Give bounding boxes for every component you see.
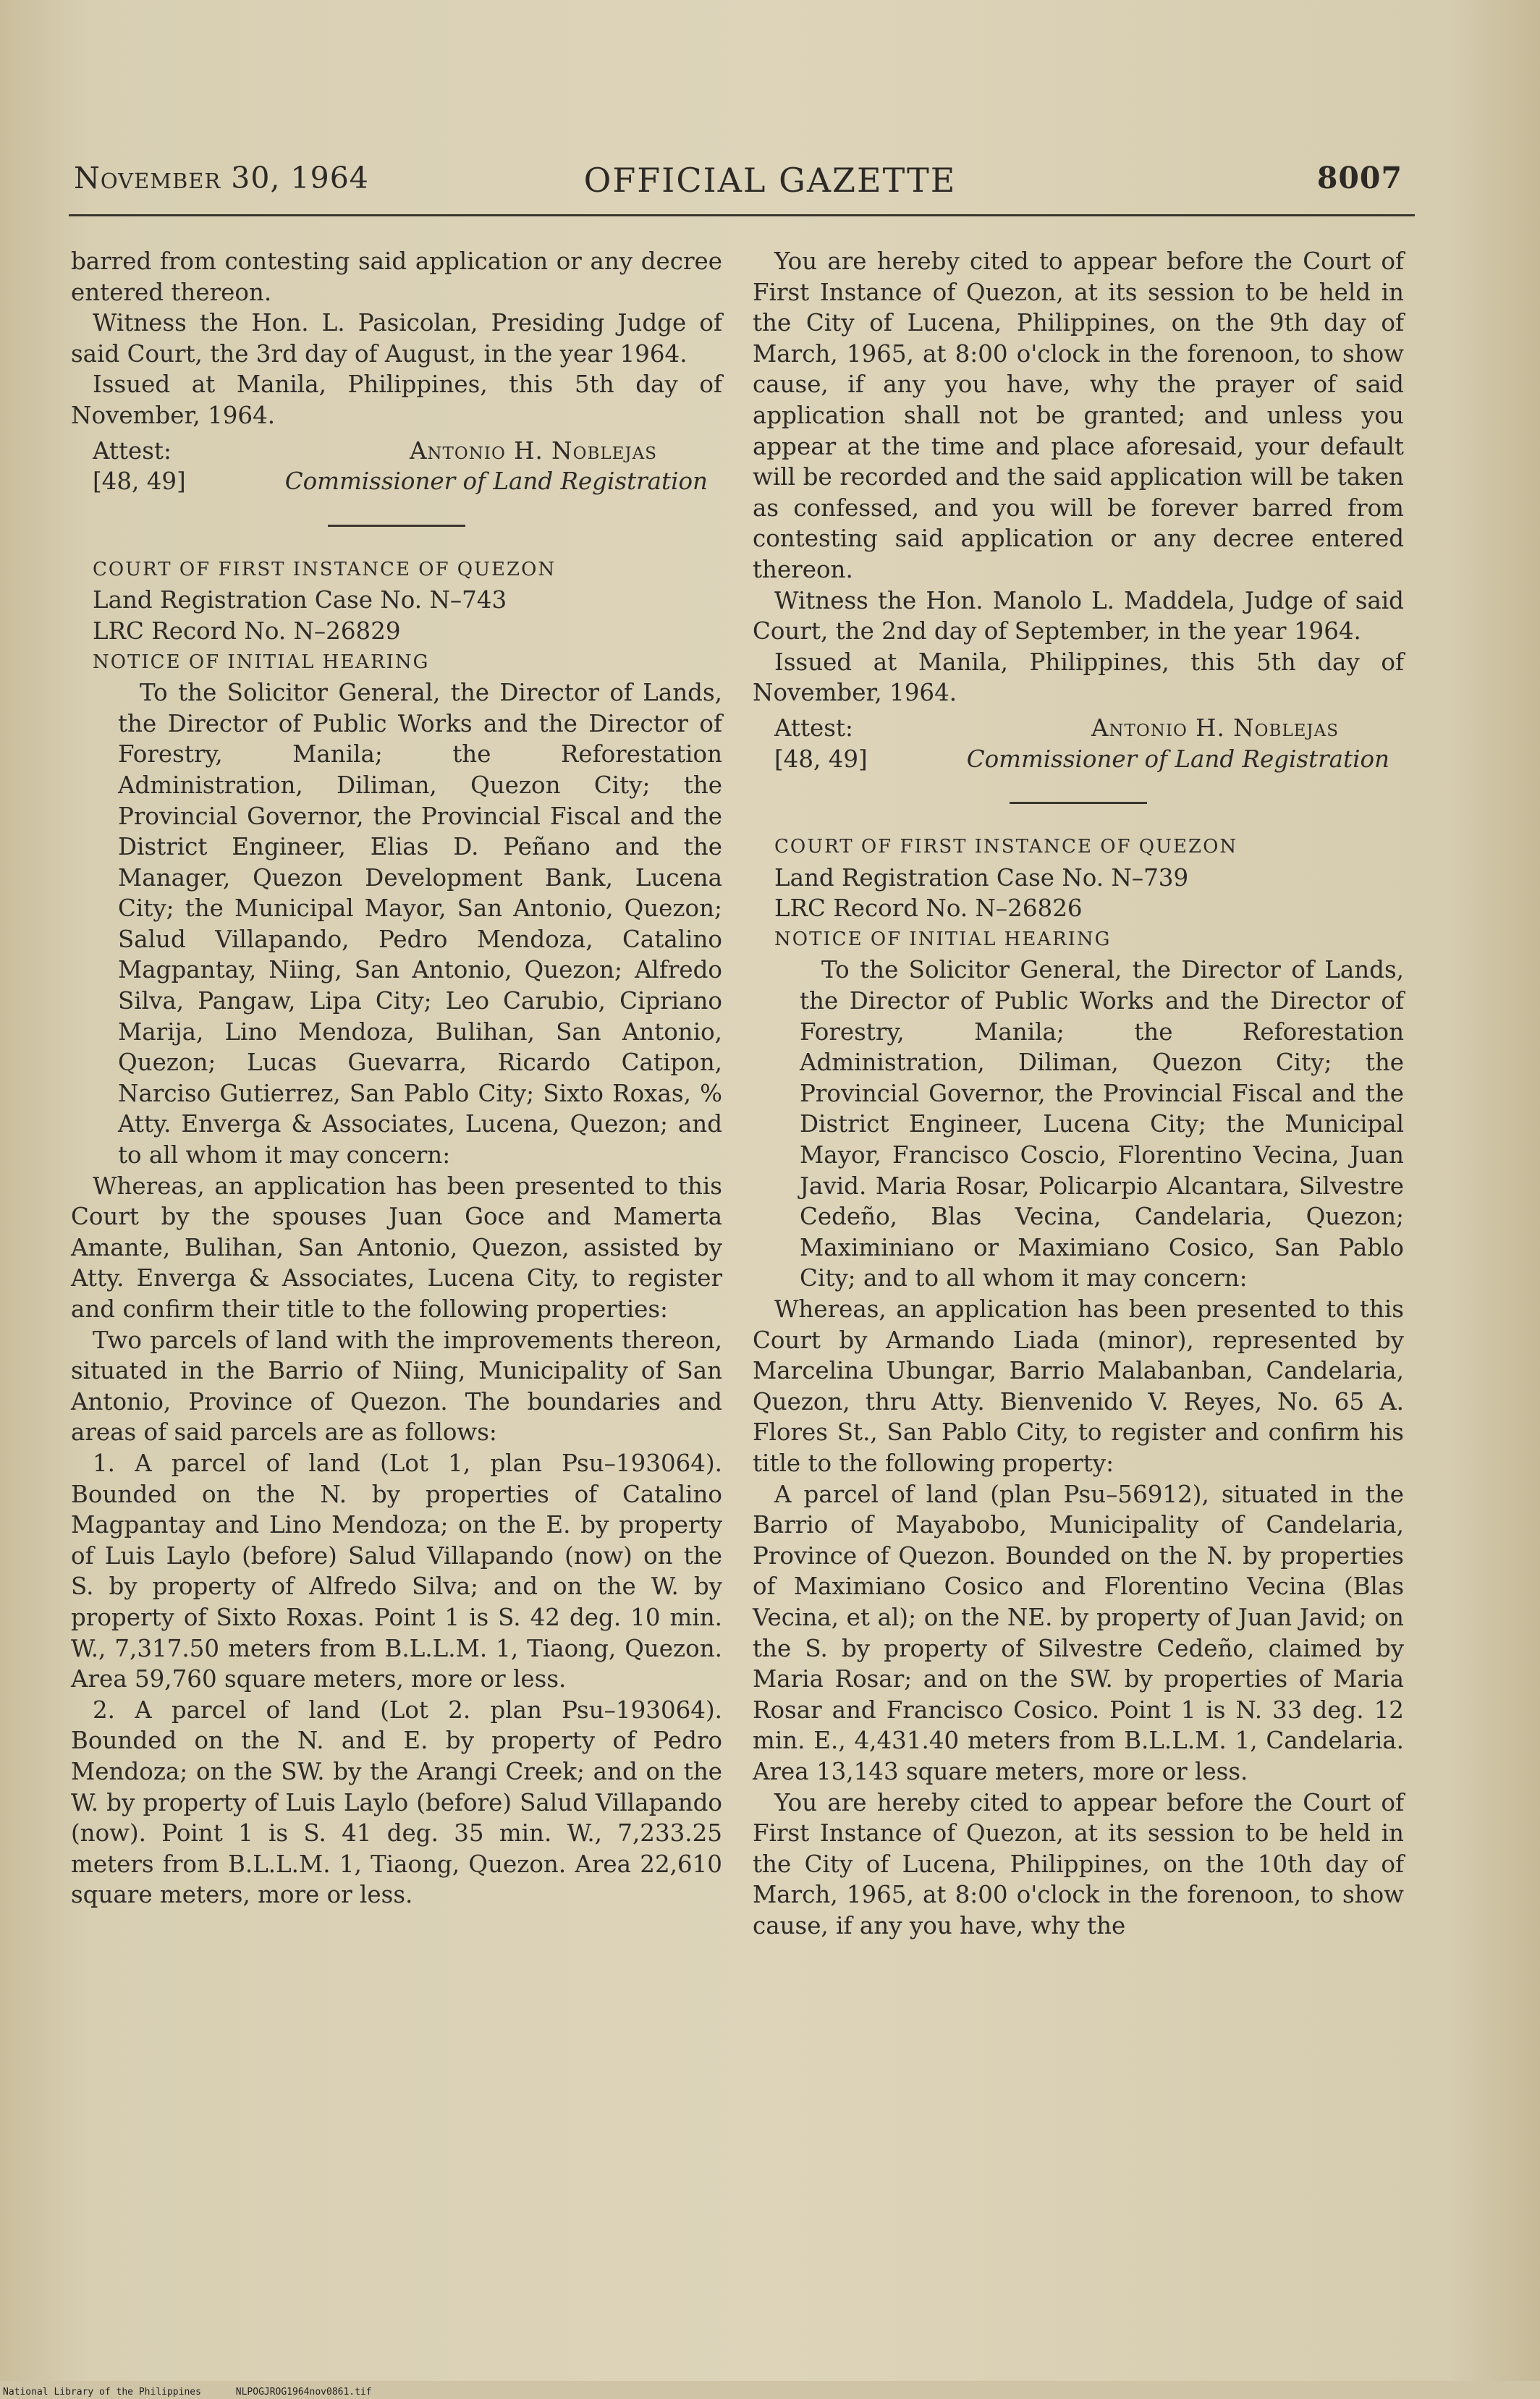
record-number: LRC Record No. N–26829 xyxy=(93,617,401,645)
section-divider xyxy=(1010,802,1147,804)
case-number: Land Registration Case No. N–743 xyxy=(93,586,507,614)
notice-heading: NOTICE OF INITIAL HEARING xyxy=(93,651,430,673)
left-paragraph-issued: Issued at Manila, Philippines, this 5th day of November, 1964. xyxy=(71,371,722,429)
case-number: Land Registration Case No. N–739 xyxy=(774,863,1189,892)
left-column xyxy=(71,246,722,1911)
notice-heading: NOTICE OF INITIAL HEARING xyxy=(774,928,1112,950)
header-date: November 30, 1964 xyxy=(74,161,369,195)
parcel-1-paragraph: 1. A parcel of land (Lot 1, plan Psu–193064). Bounded on the N. by properties of Catalino Magpantay and Lino Mendoza; on the E. by property of Luis Laylo (before) Salud Villapando (now) on the S. by property of Alfredo Silva; and on the W. by property of Sixto Roxas. Point 1 is S. 42 deg. 10 min. W., 7,317.50 meters from B.L.L.M. 1, Tiaong, Quezon. Area 59,760 square meters, more or less. xyxy=(71,1449,722,1693)
addressees: To the Solicitor General, the Director of Lands, the Director of Public Works and the Director of Forestry, Manila; the Reforestation Administration, Diliman, Quezon City; the Provincial Governor, the Provincial Fiscal and the District Engineer, Elias D. Peñano and the Manager, Quezon Development Bank, Lucena City; the Municipal Mayor, San Antonio, Quezon; Salud Villapando, Pedro Mendoza, Catalino Magpantay, Niing, San Antonio, Quezon; Alfredo Silva, Pangaw, Lipa City; Leo Carubio, Cipriano Marija, Lino Mendoza, Bulihan, San Antonio, Quezon; Lucas Guevarra, Ricardo Catipon, Narciso Gutierrez, San Pablo City; Sixto Roxas, % Atty. Enverga & Associates, Lucena, Quezon; and to all whom it may concern: xyxy=(118,679,722,1169)
section-divider xyxy=(328,525,465,527)
attest-ref: [48, 49] xyxy=(774,745,868,773)
left-paragraph-witness: Witness the Hon. L. Pasicolan, Presiding Judge of said Court, the 3rd day of August, in the year 1964. xyxy=(71,309,722,368)
court-heading: COURT OF FIRST INSTANCE OF QUEZON xyxy=(774,836,1238,858)
header-title: OFFICIAL GAZETTE xyxy=(583,161,957,200)
left-paragraph-barred: barred from contesting said application or any decree entered thereon. xyxy=(71,247,722,306)
right-paragraph-cited: You are hereby cited to appear before the Court of First Instance of Quezon, at its session to be held in the City of Lucena, Philippines, on the 9th day of March, 1965, at 8:00 o'clock in the forenoon, to show cause, if any you have, why the prayer of said application shall not be granted; and unless you appear at the time and place aforesaid, your default will be recorded and the said application will be taken as confessed, and you will be forever barred from contesting said application or any decree entered thereon. xyxy=(753,247,1404,583)
whereas-paragraph: Whereas, an application has been presented to this Court by Armando Liada (minor), represented by Marcelina Ubungar, Barrio Malabanban, Candelaria, Quezon, thru Atty. Bienvenido V. Reyes, No. 65 A. Flores St., San Pablo City, to register and confirm his title to the following property: xyxy=(753,1295,1404,1477)
attest-title: Commissioner of Land Registration xyxy=(284,467,708,496)
right-paragraph-witness: Witness the Hon. Manolo L. Maddela, Judge of said Court, the 2nd day of September, in the year 1964. xyxy=(753,586,1404,646)
right-column xyxy=(753,246,1404,1941)
page-number: 8007 xyxy=(1316,161,1402,195)
right-paragraph-issued: Issued at Manila, Philippines, this 5th day of November, 1964. xyxy=(753,648,1404,707)
attest-title: Commissioner of Land Registration xyxy=(966,745,1389,773)
scan-footer xyxy=(3,2387,401,2398)
footer-library: National Library of the Philippines xyxy=(3,2387,201,2398)
attest-ref: [48, 49] xyxy=(93,467,186,496)
right-attest-line xyxy=(753,713,1404,744)
attest-label: Attest: xyxy=(93,436,172,465)
left-attest-title-line xyxy=(71,466,722,497)
cited-paragraph: You are hereby cited to appear before the Court of First Instance of Quezon, at its session to be held in the City of Lucena, Philippines, on the 10th day of March, 1965, at 8:00 o'clock in the forenoon, to show cause, if any you have, why the xyxy=(753,1788,1404,1939)
two-parcels-paragraph: Two parcels of land with the improvements thereon, situated in the Barrio of Niing, Municipality of San Antonio, Province of Quezon. The boundaries and areas of said parcels are as follows: xyxy=(71,1326,722,1447)
addressees: To the Solicitor General, the Director of Lands, the Director of Public Works and the Director of Forestry, Manila; the Reforestation Administration, Diliman, Quezon City; the Provincial Governor, the Provincial Fiscal and the District Engineer, Lucena City; the Municipal Mayor, Francisco Coscio, Florentino Vecina, Juan Javid. Maria Rosar, Policarpio Alcantara, Silvestre Cedeño, Blas Vecina, Candelaria, Quezon; Maximiniano or Maximiano Cosico, San Pablo City; and to all whom it may concern: xyxy=(800,956,1404,1292)
attest-name: Antonio H. Noblejas xyxy=(409,436,657,465)
left-attest-line xyxy=(71,436,722,467)
parcel-2-paragraph: 2. A parcel of land (Lot 2. plan Psu–193064). Bounded on the N. and E. by property of Pedro Mendoza; on the SW. by the Arangi Creek; and on the W. by property of Luis Laylo (before) Salud Villapando (now). Point 1 is S. 41 deg. 35 min. W., 7,233.25 meters from B.L.L.M. 1, Tiaong, Quezon. Area 22,610 square meters, more or less. xyxy=(71,1696,722,1909)
whereas-paragraph: Whereas, an application has been presented to this Court by the spouses Juan Goce and Mamerta Amante, Bulihan, San Antonio, Quezon, assisted by Atty. Enverga & Associates, Lucena City, to register and confirm their title to the following properties: xyxy=(71,1172,722,1323)
court-heading: COURT OF FIRST INSTANCE OF QUEZON xyxy=(93,558,557,580)
footer-file: NLPOGJROG1964nov0861.tif xyxy=(235,2387,372,2398)
header-rule xyxy=(69,214,1415,216)
right-attest-title-line xyxy=(753,744,1404,775)
attest-label: Attest: xyxy=(774,714,853,742)
record-number: LRC Record No. N–26826 xyxy=(774,894,1083,923)
attest-name: Antonio H. Noblejas xyxy=(1091,714,1339,742)
parcel-paragraph: A parcel of land (plan Psu–56912), situated in the Barrio of Mayabobo, Municipality of Candelaria, Province of Quezon. Bounded on the N. by properties of Maximiano Cosico and Florentino Vecina (Blas Vecina, et al); on the NE. by property of Juan Javid; on the S. by property of Silvestre Cedeño, claimed by Maria Rosar; and on the SW. by properties of Maria Rosar and Francisco Cosico. Point 1 is N. 33 deg. 12 min. E., 4,431.40 meters from B.L.L.M. 1, Candelaria. Area 13,143 square meters, more or less. xyxy=(753,1480,1404,1785)
